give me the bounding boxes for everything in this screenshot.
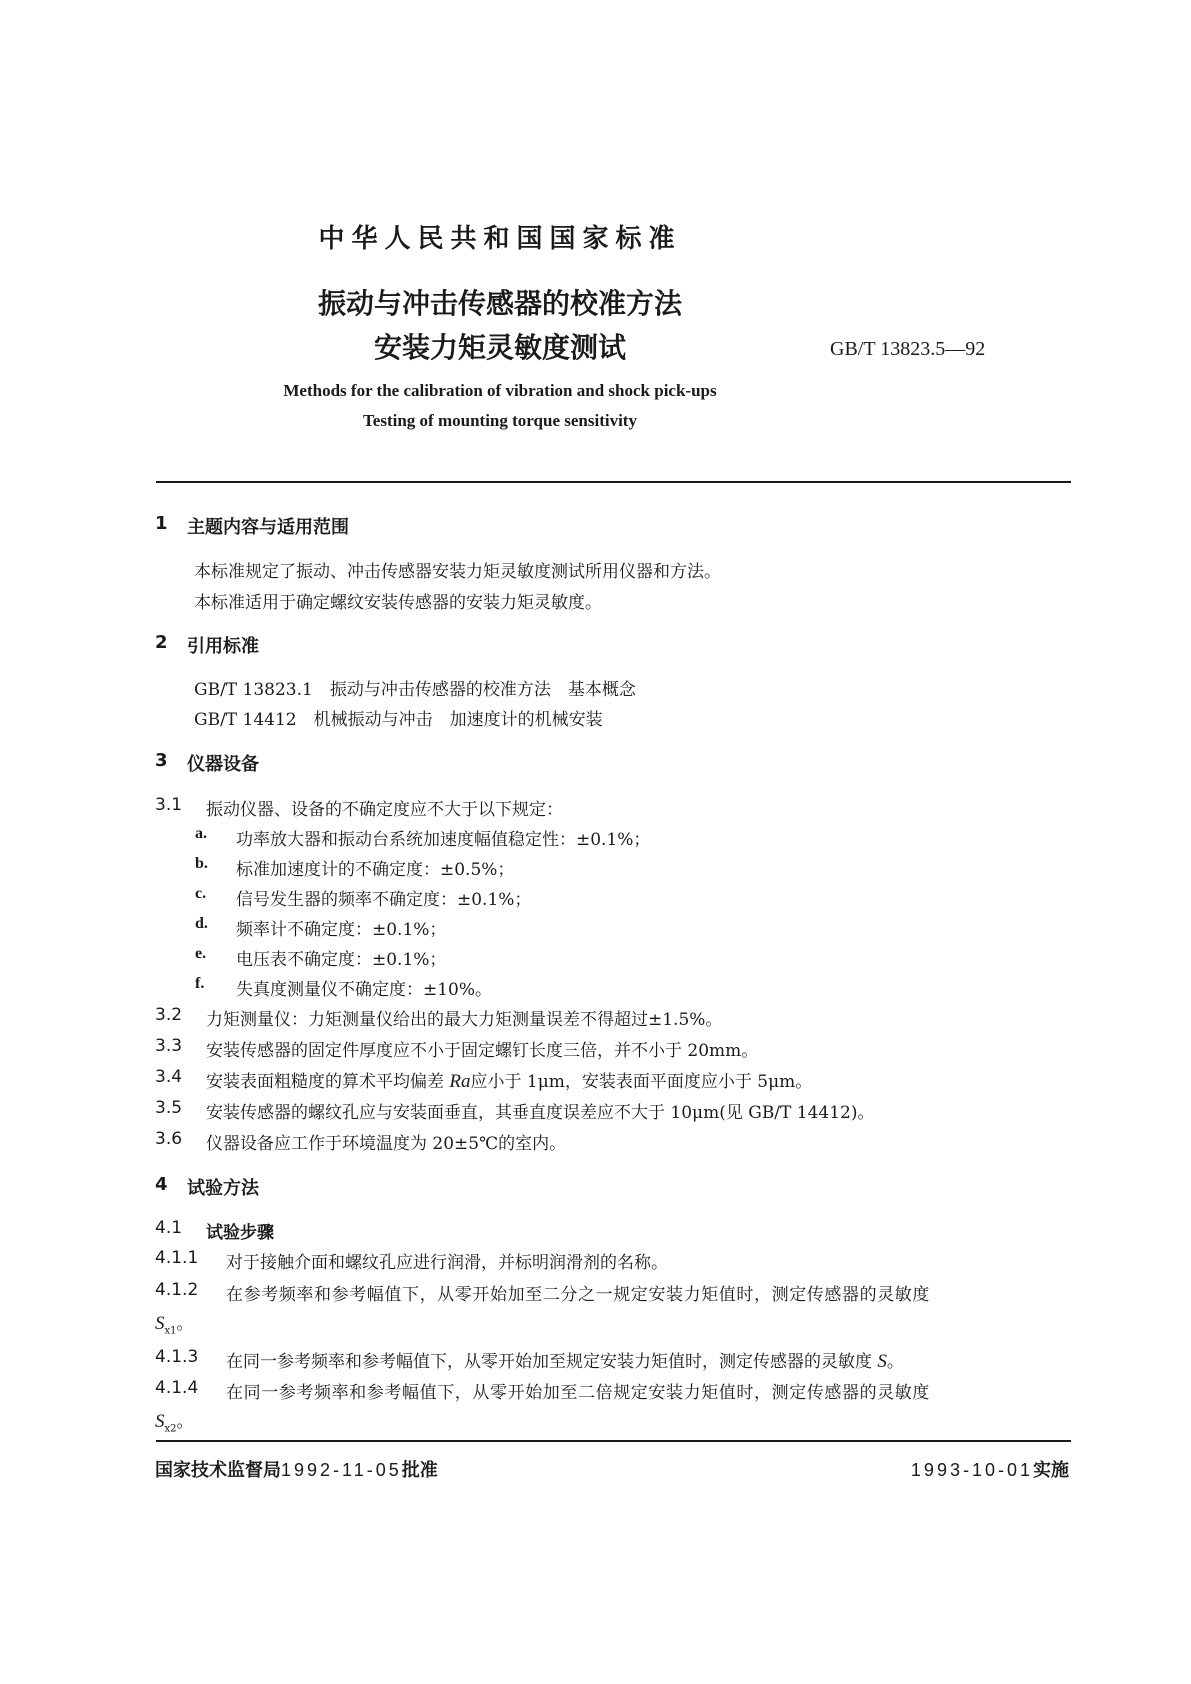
approver: 国家技术监督局 (155, 1460, 281, 1481)
english-title-line2: Testing of mounting torque sensitivity (363, 411, 637, 430)
clause-4-1-3-body: 在同一参考频率和参考幅值下，从零开始加至规定安装力矩值时，测定传感器的灵敏度 (226, 1352, 878, 1372)
item-d-text: 频率计不确定度：±0.1%； (236, 920, 447, 940)
item-f-letter: f. (195, 975, 205, 992)
section-3-number: 3 (155, 750, 168, 771)
clause-3-6-number: 3.6 (155, 1129, 183, 1149)
footer-divider (156, 1440, 1071, 1442)
implementation-line (911, 1456, 1069, 1482)
clause-3-3-text: 安装传感器的固定件厚度应不小于固定螺钉长度三倍，并不小于 20mm。 (206, 1041, 759, 1061)
header-divider (156, 481, 1071, 483)
section-1-paragraph-1: 本标准规定了振动、冲击传感器安装力矩灵敏度测试所用仪器和方法。 (194, 562, 721, 582)
section-4-title: 试验方法 (187, 1178, 259, 1199)
item-b-letter: b. (195, 855, 208, 872)
implementation-word: 实施 (1033, 1460, 1069, 1481)
item-f-text: 失真度测量仪不确定度：±10%。 (236, 980, 493, 1000)
clause-3-2-text: 力矩测量仪：力矩测量仪给出的最大力矩测量误差不得超过±1.5%。 (206, 1010, 723, 1030)
section-2-title: 引用标准 (187, 636, 259, 657)
national-standard-header: 中华人民共和国国家标准 (318, 224, 682, 254)
item-e-letter: e. (195, 945, 207, 962)
clause-3-3-number: 3.3 (155, 1036, 183, 1056)
clause-3-4-text-b: 应小于 1μm，安装表面平面度应小于 5μm。 (470, 1072, 813, 1092)
clause-4-1-3-end: 。 (886, 1352, 904, 1372)
sensitivity-symbol-x1: S (155, 1313, 165, 1334)
clause-4-1-4-symbol-line (155, 1407, 194, 1434)
clause-4-1-2-text: 在参考频率和参考幅值下，从零开始加至二分之一规定安装力矩值时，测定传感器的灵敏度 (226, 1285, 930, 1305)
roughness-symbol: Ra (449, 1071, 471, 1092)
item-b-text: 标准加速度计的不确定度：±0.5%； (236, 860, 515, 880)
clause-4-1-2-end: 。 (176, 1314, 194, 1334)
item-a-text: 功率放大器和振动台系统加速度幅值稳定性：±0.1%； (236, 830, 651, 850)
clause-3-4-number: 3.4 (155, 1067, 183, 1087)
section-2-number: 2 (155, 632, 168, 653)
approval-date: 1992-11-05 (281, 1460, 402, 1480)
section-3-title: 仪器设备 (187, 754, 259, 775)
sensitivity-symbol: S (877, 1351, 887, 1372)
document-title-line2: 安装力矩灵敏度测试 (373, 331, 626, 364)
clause-3-1-text: 振动仪器、设备的不确定度应不大于以下规定： (206, 800, 563, 820)
implementation-date: 1993-10-01 (910, 1460, 1033, 1480)
clause-4-1-2-number: 4.1.2 (155, 1280, 199, 1300)
item-e-text: 电压表不确定度：±0.1%； (236, 950, 447, 970)
item-d-letter: d. (195, 915, 208, 932)
clause-3-1-number: 3.1 (155, 795, 183, 815)
section-1-paragraph-2: 本标准适用于确定螺纹安装传感器的安装力矩灵敏度。 (194, 593, 602, 613)
clause-3-2-number: 3.2 (155, 1005, 183, 1025)
clause-4-1-1-text: 对于接触介面和螺纹孔应进行润滑，并标明润滑剂的名称。 (226, 1253, 668, 1273)
item-a-letter: a. (195, 825, 207, 842)
item-c-letter: c. (195, 885, 207, 902)
clause-4-1-number: 4.1 (155, 1218, 183, 1238)
clause-3-5-text: 安装传感器的螺纹孔应与安装面垂直，其垂直度误差应不大于 10μm(见 GB/T 14412)。 (206, 1103, 875, 1123)
document-title-line1: 振动与冲击传感器的校准方法 (317, 287, 682, 320)
clause-3-4-text-a: 安装表面粗糙度的算术平均偏差 (206, 1072, 450, 1092)
sensitivity-subscript-x1: x1 (164, 1325, 177, 1337)
clause-3-4-text (206, 1067, 812, 1093)
section-4-number: 4 (155, 1174, 168, 1195)
clause-4-1-2-symbol-line (155, 1309, 194, 1336)
clause-4-1-3-text (226, 1347, 904, 1373)
clause-4-1-4-text: 在同一参考频率和参考幅值下，从零开始加至二倍规定安装力矩值时，测定传感器的灵敏度 (226, 1383, 930, 1403)
reference-1: GB/T 13823.1 振动与冲击传感器的校准方法 基本概念 (194, 680, 636, 700)
clause-3-5-number: 3.5 (155, 1098, 183, 1118)
approval-line (155, 1456, 438, 1482)
clause-4-1-3-number: 4.1.3 (155, 1347, 199, 1367)
sensitivity-symbol-x2: S (155, 1411, 165, 1432)
clause-4-1-4-end: 。 (176, 1412, 194, 1432)
section-1-number: 1 (155, 513, 168, 534)
approval-word: 批准 (401, 1460, 438, 1481)
clause-4-1-title: 试验步骤 (206, 1223, 274, 1243)
item-c-text: 信号发生器的频率不确定度：±0.1%； (236, 890, 532, 910)
reference-2: GB/T 14412 机械振动与冲击 加速度计的机械安装 (194, 710, 603, 730)
sensitivity-subscript-x2: x2 (164, 1423, 177, 1435)
section-1-title: 主题内容与适用范围 (187, 517, 349, 538)
clause-4-1-4-number: 4.1.4 (155, 1378, 199, 1398)
clause-4-1-1-number: 4.1.1 (155, 1248, 199, 1268)
standard-code: GB/T 13823.5—92 (830, 338, 986, 360)
clause-3-6-text: 仪器设备应工作于环境温度为 20±5℃的室内。 (206, 1134, 567, 1154)
english-title-line1: Methods for the calibration of vibration and shock pick-ups (283, 381, 717, 400)
